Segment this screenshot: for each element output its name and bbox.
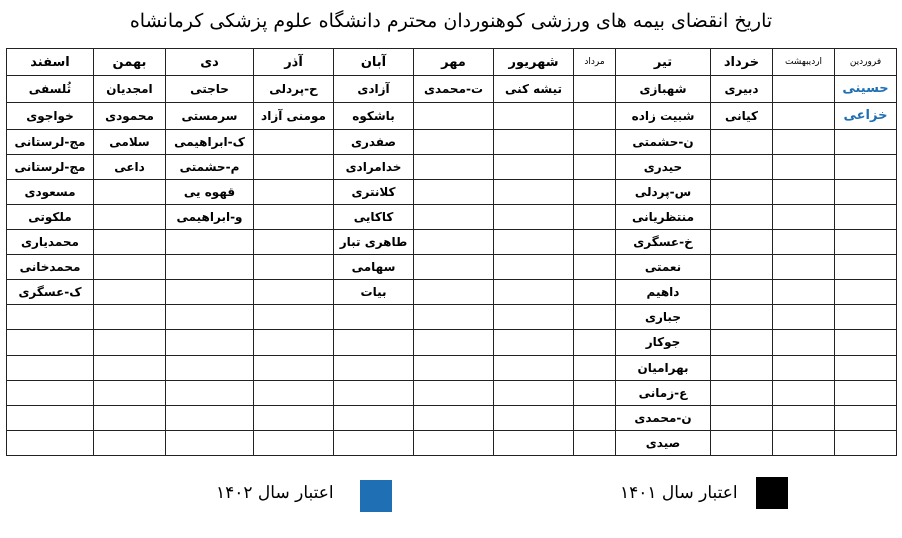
- table-cell: [166, 430, 254, 455]
- table-cell: صفدری: [334, 129, 414, 154]
- table-cell: [414, 154, 494, 179]
- table-cell: [773, 305, 835, 330]
- legend-blue-label: اعتبار سال ۱۴۰۲: [216, 483, 334, 503]
- table-cell: [94, 305, 166, 330]
- table-cell: [711, 255, 773, 280]
- table-cell: شبیت زاده: [616, 102, 711, 129]
- table-cell: [574, 355, 616, 380]
- table-cell: سلامی: [94, 129, 166, 154]
- table-row: [7, 230, 897, 255]
- legend-blue-swatch: [360, 480, 392, 512]
- table-cell: [254, 230, 334, 255]
- table-cell: [7, 305, 94, 330]
- table-row: [7, 355, 897, 380]
- table-cell: [773, 129, 835, 154]
- table-cell: داعی: [94, 154, 166, 179]
- month-header: فروردین: [835, 49, 897, 76]
- table-cell: [94, 255, 166, 280]
- table-cell: [494, 405, 574, 430]
- table-cell: [7, 355, 94, 380]
- table-row: [7, 76, 897, 103]
- table-cell: [254, 355, 334, 380]
- table-cell: صیدی: [616, 430, 711, 455]
- table-cell: [254, 179, 334, 204]
- table-cell: [94, 179, 166, 204]
- table-row: [7, 129, 897, 154]
- table-cell: [166, 330, 254, 355]
- table-cell: [711, 330, 773, 355]
- table-cell: [414, 230, 494, 255]
- table-cell: [711, 154, 773, 179]
- table-cell: [494, 330, 574, 355]
- table-cell: [574, 305, 616, 330]
- table-row: [7, 430, 897, 455]
- table-cell: [773, 255, 835, 280]
- table-cell: مسعودی: [7, 179, 94, 204]
- table-cell: [94, 330, 166, 355]
- table-cell: داهیم: [616, 280, 711, 305]
- table-cell: [254, 430, 334, 455]
- table-cell: [711, 204, 773, 229]
- table-cell: محمدخانی: [7, 255, 94, 280]
- table-cell: [773, 405, 835, 430]
- table-cell: و-ابراهیمی: [166, 204, 254, 229]
- table-cell: [494, 179, 574, 204]
- table-cell: مومنی آزاد: [254, 102, 334, 129]
- table-cell: باشکوه: [334, 102, 414, 129]
- table-cell: [711, 305, 773, 330]
- table-cell: [574, 230, 616, 255]
- table-cell: ک-عسگری: [7, 280, 94, 305]
- table-cell: [835, 230, 897, 255]
- table-cell: [94, 355, 166, 380]
- table-cell: جوکار: [616, 330, 711, 355]
- table-cell: [835, 380, 897, 405]
- table-row: [7, 154, 897, 179]
- table-cell: [254, 280, 334, 305]
- table-cell: [334, 405, 414, 430]
- table-cell: [414, 179, 494, 204]
- table-cell: [574, 129, 616, 154]
- table-cell: [711, 405, 773, 430]
- table-cell: مج-لرستانی: [7, 154, 94, 179]
- table-cell: [574, 76, 616, 103]
- table-row: [7, 330, 897, 355]
- table-cell: [254, 129, 334, 154]
- table-cell: حسینی: [835, 76, 897, 103]
- table-cell: [494, 430, 574, 455]
- page-title: تاریخ انقضای بیمه های ورزشی کوهنوردان محترم دانشگاه علوم پزشکی کرمانشاه: [129, 10, 773, 32]
- table-cell: [494, 355, 574, 380]
- table-cell: [574, 102, 616, 129]
- table-cell: ح-پردلی: [254, 76, 334, 103]
- table-cell: [334, 380, 414, 405]
- table-cell: [494, 204, 574, 229]
- insurance-expiry-table: [6, 48, 897, 456]
- legend-black-swatch: [756, 477, 788, 509]
- table-cell: [7, 405, 94, 430]
- table-cell: [494, 280, 574, 305]
- table-cell: حاجتی: [166, 76, 254, 103]
- table-cell: [254, 330, 334, 355]
- table-cell: [7, 330, 94, 355]
- table-cell: [414, 355, 494, 380]
- table-cell: ثُلسفی: [7, 76, 94, 103]
- table-cell: [254, 305, 334, 330]
- table-cell: [574, 330, 616, 355]
- table-cell: [166, 255, 254, 280]
- table-cell: [835, 204, 897, 229]
- table-cell: [414, 204, 494, 229]
- table-row: [7, 255, 897, 280]
- table-cell: [494, 230, 574, 255]
- table-cell: [166, 305, 254, 330]
- table-cell: [835, 330, 897, 355]
- table-cell: [254, 255, 334, 280]
- table-cell: [414, 430, 494, 455]
- table-cell: کیانی: [711, 102, 773, 129]
- table-cell: ع-زمانی: [616, 380, 711, 405]
- table-cell: [334, 305, 414, 330]
- table-cell: [711, 230, 773, 255]
- table-cell: خدامرادی: [334, 154, 414, 179]
- table-cell: آزادی: [334, 76, 414, 103]
- table-cell: [494, 380, 574, 405]
- table-cell: [773, 204, 835, 229]
- month-header: مرداد: [574, 49, 616, 76]
- table-cell: [773, 330, 835, 355]
- table-cell: [414, 405, 494, 430]
- table-cell: [574, 380, 616, 405]
- month-header: خرداد: [711, 49, 773, 76]
- month-header: بهمن: [94, 49, 166, 76]
- table-row: [7, 204, 897, 229]
- table-cell: [94, 280, 166, 305]
- table-cell: [574, 280, 616, 305]
- table-cell: قهوه یی: [166, 179, 254, 204]
- table-cell: [835, 405, 897, 430]
- table-cell: [254, 154, 334, 179]
- table-cell: [494, 305, 574, 330]
- table-cell: خ-عسگری: [616, 230, 711, 255]
- table-cell: [414, 305, 494, 330]
- table-cell: [773, 355, 835, 380]
- table-cell: [334, 355, 414, 380]
- table-cell: کلانتری: [334, 179, 414, 204]
- legend-black-label: اعتبار سال ۱۴۰۱: [620, 483, 738, 503]
- table-body: [7, 76, 897, 456]
- table-cell: [835, 154, 897, 179]
- table-cell: [835, 280, 897, 305]
- table-cell: [414, 280, 494, 305]
- month-header: تیر: [616, 49, 711, 76]
- table-cell: [835, 305, 897, 330]
- table-cell: [494, 255, 574, 280]
- table-cell: [574, 204, 616, 229]
- table-cell: محمودی: [94, 102, 166, 129]
- table-cell: [574, 430, 616, 455]
- table-cell: خواجوی: [7, 102, 94, 129]
- month-header: مهر: [414, 49, 494, 76]
- table-cell: ن-حشمتی: [616, 129, 711, 154]
- table-cell: کاکایی: [334, 204, 414, 229]
- table-cell: [773, 230, 835, 255]
- table-cell: م-حشمتی: [166, 154, 254, 179]
- table-cell: خزاعی: [835, 102, 897, 129]
- table-cell: ت-محمدی: [414, 76, 494, 103]
- table-cell: [711, 179, 773, 204]
- table-cell: [711, 129, 773, 154]
- month-header: اسفند: [7, 49, 94, 76]
- table-row: [7, 179, 897, 204]
- table-cell: [166, 280, 254, 305]
- table-cell: [166, 230, 254, 255]
- month-header: اردیبهشت: [773, 49, 835, 76]
- table-cell: [574, 405, 616, 430]
- table-cell: [334, 430, 414, 455]
- table-cell: [773, 102, 835, 129]
- table-cell: [711, 430, 773, 455]
- table-cell: تیشه کنی: [494, 76, 574, 103]
- table-cell: [414, 330, 494, 355]
- table-cell: [574, 255, 616, 280]
- table-cell: [166, 405, 254, 430]
- table-cell: [94, 230, 166, 255]
- table-cell: [574, 179, 616, 204]
- table-cell: [773, 280, 835, 305]
- table-cell: [254, 405, 334, 430]
- table-cell: [494, 102, 574, 129]
- month-header-row: [7, 49, 897, 76]
- table-cell: [773, 179, 835, 204]
- table-cell: ک-ابراهیمی: [166, 129, 254, 154]
- table-cell: جباری: [616, 305, 711, 330]
- table-cell: [494, 154, 574, 179]
- table-cell: سرمستی: [166, 102, 254, 129]
- table-cell: [494, 129, 574, 154]
- table-cell: ن-محمدی: [616, 405, 711, 430]
- table-cell: حیدری: [616, 154, 711, 179]
- table-cell: [334, 330, 414, 355]
- table-cell: [711, 280, 773, 305]
- table-cell: محمدیاری: [7, 230, 94, 255]
- table-cell: [773, 76, 835, 103]
- table-cell: [7, 380, 94, 405]
- table-cell: مج-لرستانی: [7, 129, 94, 154]
- month-header: آذر: [254, 49, 334, 76]
- table-cell: [414, 102, 494, 129]
- table-cell: سهامی: [334, 255, 414, 280]
- table-cell: [711, 380, 773, 405]
- table-cell: دبیری: [711, 76, 773, 103]
- table-cell: [835, 179, 897, 204]
- table-cell: بهرامیان: [616, 355, 711, 380]
- month-header: آبان: [334, 49, 414, 76]
- table-row: [7, 305, 897, 330]
- table-cell: شهبازی: [616, 76, 711, 103]
- month-header: دی: [166, 49, 254, 76]
- table-cell: [414, 255, 494, 280]
- table-cell: [835, 255, 897, 280]
- table-cell: [835, 355, 897, 380]
- table-cell: [7, 430, 94, 455]
- table-cell: [835, 430, 897, 455]
- table-cell: [773, 154, 835, 179]
- table-cell: [94, 380, 166, 405]
- table-row: [7, 405, 897, 430]
- table-cell: طاهری تبار: [334, 230, 414, 255]
- table-cell: [166, 380, 254, 405]
- table-cell: [773, 380, 835, 405]
- table-cell: [166, 355, 254, 380]
- table-cell: ملکوتی: [7, 204, 94, 229]
- table-cell: [711, 355, 773, 380]
- table-row: [7, 380, 897, 405]
- table-cell: [574, 154, 616, 179]
- table-cell: [254, 204, 334, 229]
- table-row: [7, 280, 897, 305]
- table-row: [7, 102, 897, 129]
- table-cell: نعمتی: [616, 255, 711, 280]
- table-cell: [835, 129, 897, 154]
- table-cell: [414, 380, 494, 405]
- table-cell: بیات: [334, 280, 414, 305]
- table-cell: [414, 129, 494, 154]
- month-header: شهریور: [494, 49, 574, 76]
- table-cell: منتظریانی: [616, 204, 711, 229]
- table-cell: امجدیان: [94, 76, 166, 103]
- table-cell: [94, 405, 166, 430]
- table-cell: [254, 380, 334, 405]
- table-cell: [773, 430, 835, 455]
- table-cell: س-پردلی: [616, 179, 711, 204]
- table-cell: [94, 430, 166, 455]
- table-cell: [94, 204, 166, 229]
